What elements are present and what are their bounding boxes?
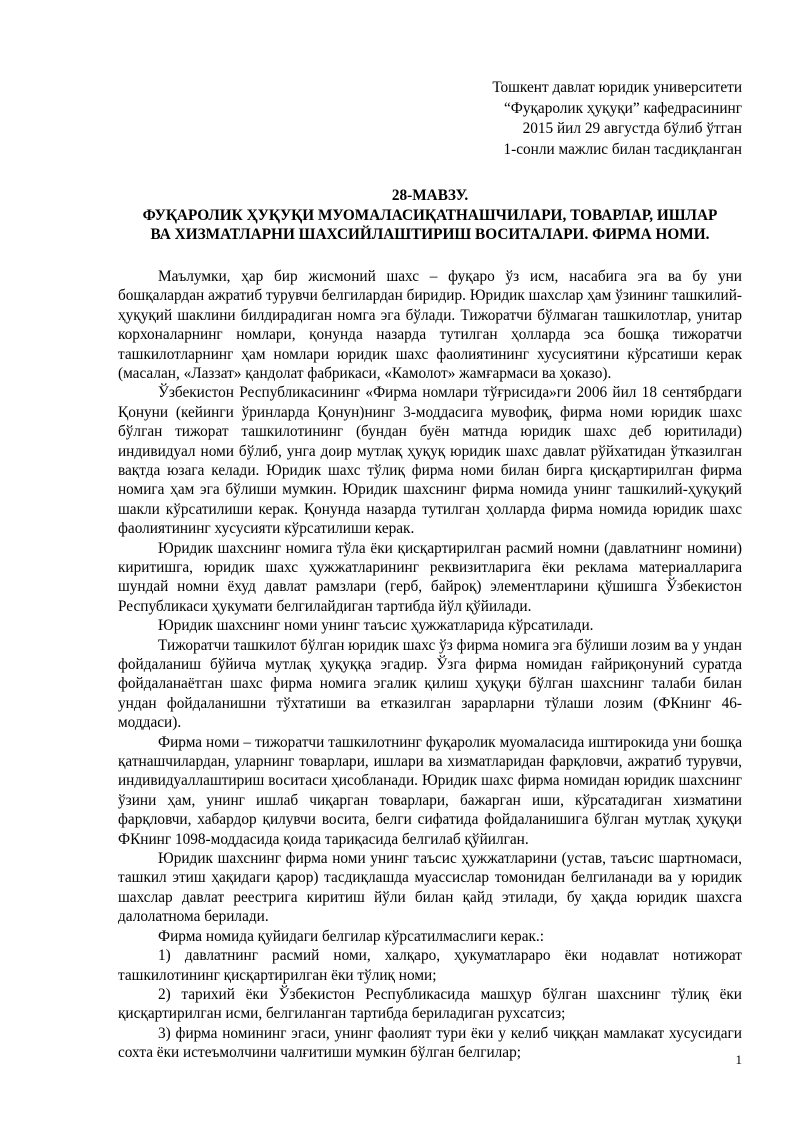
approval-line-department: “Фуқаролик ҳуқуқи” кафедрасининг [503, 99, 742, 117]
approval-line-date: 2015 йил 29 августда бўлиб ўтган [522, 120, 742, 138]
paragraph: Маълумки, ҳар бир жисмоний шахс – фуқаро ўз исм, насабига эга ва бу уни бошқалардан ажратиб турувчи белгилардан биридир. Юридик шахслар ҳам ўзининг ташкилий-ҳуқуқий шаклини билдирадиган номга эга бўлади. Тижоратчи бўлмаган ташкилотлар, унитар корхоналарнинг номлари, қонунда назарда тутилган ҳолларда эса бошқа тижоратчи ташкилотларнинг ҳам номлари юридик шахс фаолиятининг хусусиятини кўрсатиши керак (масалан, «Лаззат» қандолат фабрикаси, «Камолот» жамғармаси ва ҳоказо). [118, 267, 742, 382]
approval-block [118, 78, 742, 160]
paragraph: Фирма номида қуйидаги белгилар кўрсатилмаслиги керак.: [158, 927, 544, 945]
paragraph: Юридик шахснинг номи унинг таъсис ҳужжатларида кўрсатилади. [158, 617, 594, 635]
approval-line-university: Тошкент давлат юридик университети [492, 79, 742, 96]
list-item: 2) тарихий ёки Ўзбекистон Республикасида машҳур бўлган шахснинг тўлиқ ёки қисқартирилган исми, белгиланган тартибда бериладиган рухсатсиз; [118, 985, 742, 1023]
body-text [118, 267, 742, 1063]
topic-title-line-1: ФУҚАРОЛИК ҲУҚУҚИ МУОМАЛАСИҚАТНАШЧИЛАРИ, ТОВАРЛАР, ИШЛАР [142, 206, 718, 224]
page-number: 1 [735, 1052, 742, 1067]
paragraph: Ўзбекистон Республикасининг «Фирма номлари тўғрисида»ги 2006 йил 18 сентябрдаги Қонуни (кейинги ўринларда Қонун)нинг 3-моддасига мувофиқ, фирма номи юридик шахс бўлган тижорат ташкилотининг (бундан буён матнда юридик шахс деб юритилади) индивидуал номи бўлиб, унга доир мутлақ ҳуқуқ юридик шахс давлат рўйхатидан ўтказилган вақтда юзага келади. Юридик шахс тўлиқ фирма номи билан бирга қисқартирилган фирма номига ҳам эга бўлиши мумкин. Юридик шахснинг фирма номида унинг ташкилий-ҳуқуқий шакли кўрсатилиши керак. Қонунда назарда тутилган ҳолларда фирма номида юридик шахс фаолиятининг хусусияти кўрсатилиши керак. [118, 384, 742, 538]
paragraph: Юридик шахснинг фирма номи унинг таъсис ҳужжатларини (устав, таъсис шартномаси, ташкил этиш ҳақидаги қарор) тасдиқлашда муассислар томонидан белгиланади ва у юридик шахслар давлат реестрига киритиш йўли билан қайд этилади, бу ҳақда юридик шахсга далолатнома берилади. [118, 850, 742, 926]
topic-title-line-2: ВА ХИЗМАТЛАРНИ ШАХСИЙЛАШТИРИШ ВОСИТАЛАРИ. ФИРМА НОМИ. [150, 226, 710, 244]
list-item: 3) фирма номининг эгаси, унинг фаолият тури ёки у келиб чиққан мамлакат хусусидаги сохта ёки истеъмолчини чалғитиши мумкин бўлган белгилар; [118, 1024, 742, 1062]
paragraph: Фирма номи – тижоратчи ташкилотнинг фуқаролик муомаласида иштирокида уни бошқа қатнашчилардан, уларнинг товарлари, ишлари ва хизматларидан фарқловчи, ажратиб турувчи, индивидуаллаштириш воситаси ҳисобланади. Юридик шахс фирма номидан юридик шахснинг ўзини ҳам, унинг ишлаб чиқарган товарлари, бажарган иши, кўрсатадиган хизматини фарқловчи, хабардор қилувчи восита, белги сифатида фойдаланишига бўлган мутлақ ҳуқуқи ФКнинг 1098-моддасида қоида тариқасида белгилаб қўйилган. [118, 733, 742, 848]
topic-number: 28-МАВЗУ. [391, 187, 469, 205]
paragraph: Тижоратчи ташкилот бўлган юридик шахс ўз фирма номига эга бўлиши лозим ва у ундан фойдаланиш бўйича мутлақ ҳуқуққа эгадир. Ўзга фирма номидан ғайриқонуний суратда фойдаланаётган шахс фирма номига эгалик қилиш ҳуқуқи бўлган шахснинг талаби билан ундан фойдаланишни тўхтатиши ва етказилган зарарларни тўлаши лозим (ФКнинг 46-моддаси). [118, 636, 742, 732]
topic-title [118, 206, 742, 245]
approval-line-protocol: 1-сонли мажлис билан тасдиқланган [503, 140, 742, 158]
list-item: 1) давлатнинг расмий номи, халқаро, ҳукуматлараро ёки нодавлат нотижорат ташкилотининг қисқартирилган ёки тўлиқ номи; [118, 947, 742, 984]
paragraph: Юридик шахснинг номига тўла ёки қисқартирилган расмий номни (давлатнинг номини) киритишга, юридик шахс ҳужжатларининг реквизитларига ёки реклама материалларига шундай номни ёхуд давлат рамзлари (герб, байроқ) элементларини қўшишга Ўзбекистон Республикаси ҳукумати белгилайдиган тартибда йўл қўйилади. [118, 539, 742, 615]
